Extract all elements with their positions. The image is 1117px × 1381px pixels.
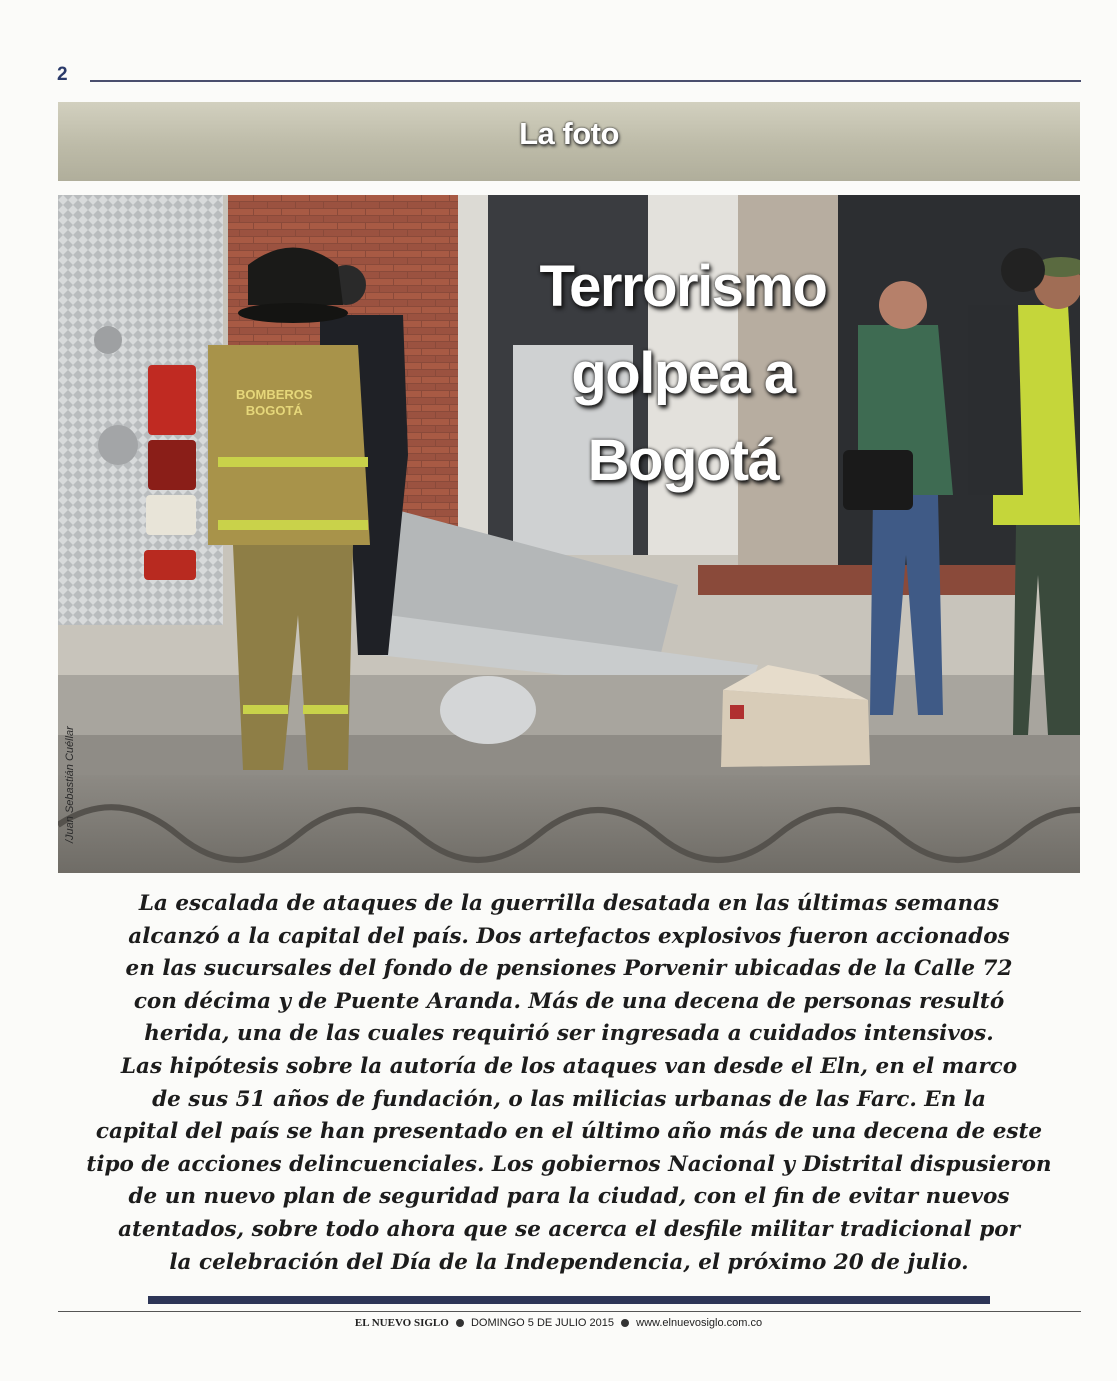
caption-line: Las hipótesis sobre la autoría de los ataques van desde el Eln, en el marco <box>120 1053 1018 1079</box>
footer-brand: EL NUEVO SIGLO <box>354 1317 449 1329</box>
news-photo <box>58 195 1080 873</box>
headline-line-3: Bogotá <box>587 428 779 493</box>
footer-url[interactable]: www.elnuevosiglo.com.co <box>636 1317 763 1329</box>
caption-line: en las sucursales del fondo de pensiones Porvenir ubicadas de la Calle 72 <box>125 956 1013 982</box>
jacket-label-line-1: BOMBEROS <box>236 387 313 402</box>
photo-headline <box>508 243 858 504</box>
caption-line: capital del país se han presentado en el último año más de una decena de este <box>95 1119 1043 1145</box>
caption-line: alcanzó a la capital del país. Dos artefactos explosivos fueron accionados <box>128 923 1010 949</box>
section-title: La foto <box>519 116 619 151</box>
jacket-label-line-2: BOGOTÁ <box>245 403 303 418</box>
page-footer <box>0 1317 1117 1329</box>
section-banner <box>58 102 1080 181</box>
header-rule <box>90 80 1081 82</box>
photo-credit: /Juan Sebastián Cuéllar <box>64 726 76 843</box>
bullet-icon <box>456 1319 464 1327</box>
photo-caption <box>58 888 1080 1279</box>
footer-date: DOMINGO 5 DE JULIO 2015 <box>470 1317 614 1329</box>
caption-line: de sus 51 años de fundación, o las milicias urbanas de las Farc. En la <box>152 1086 986 1112</box>
footer-rule <box>58 1311 1081 1312</box>
caption-line: de un nuevo plan de seguridad para la ciudad, con el fin de evitar nuevos <box>128 1184 1010 1210</box>
caption-line: la celebración del Día de la Independencia, el próximo 20 de julio. <box>169 1249 969 1275</box>
caption-line: La escalada de ataques de la guerrilla desatada en las últimas semanas <box>138 891 1000 916</box>
caption-line: atentados, sobre todo ahora que se acerca el desfile militar tradicional por <box>118 1216 1020 1242</box>
jacket-label <box>236 387 313 419</box>
caption-line: herida, una de las cuales requirió ser ingresada a cuidados intensivos. <box>144 1021 994 1047</box>
headline-line-2: golpea a <box>571 341 795 406</box>
headline-line-1: Terrorismo <box>539 254 827 319</box>
caption-accent-bar <box>148 1296 990 1304</box>
page-number: 2 <box>57 64 68 85</box>
caption-line: con décima y de Puente Aranda. Más de una decena de personas resultó <box>133 988 1005 1014</box>
caption-line: tipo de acciones delincuenciales. Los gobiernos Nacional y Distrital dispusieron <box>86 1151 1052 1177</box>
bullet-icon <box>621 1319 629 1327</box>
